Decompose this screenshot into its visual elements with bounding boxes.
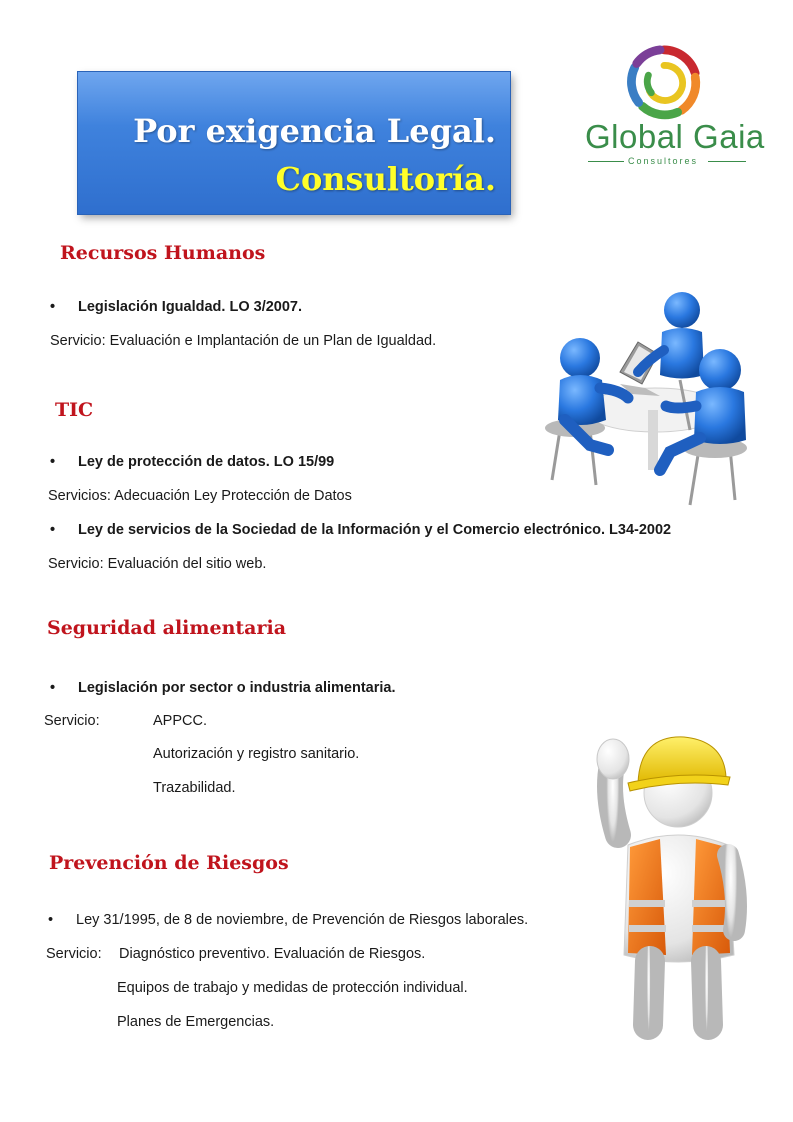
tic-bullet-1 — [50, 454, 335, 470]
food-service-item: Trazabilidad. — [153, 780, 236, 796]
risks-service-label: Servicio: — [46, 946, 102, 962]
risks-service-item: Equipos de trabajo y medidas de protección individual. — [117, 980, 468, 996]
rrhh-bullet-1-text: Legislación Igualdad. LO 3/2007. — [78, 299, 303, 315]
heading-prevencion-riesgos: Prevención de Riesgos — [49, 852, 289, 874]
food-service-item: Autorización y registro sanitario. — [153, 746, 360, 762]
team-meeting-illustration — [520, 280, 770, 520]
title-banner — [78, 72, 510, 214]
banner-title-line2: Consultoría. — [275, 160, 496, 198]
bullet-dot: • — [48, 912, 54, 928]
logo-subtitle-block — [588, 156, 748, 168]
logo-rule-right — [708, 161, 746, 162]
food-bullet-1 — [50, 680, 396, 696]
tic-bullet-2 — [50, 522, 672, 538]
tic-service-2: Servicio: Evaluación del sitio web. — [48, 556, 267, 572]
food-bullet-1-text: Legislación por sector o industria alimentaria. — [78, 680, 396, 696]
bullet-dot: • — [50, 680, 56, 696]
tic-bullet-2-text: Ley de servicios de la Sociedad de la Información y el Comercio electrónico. L34-2002 — [78, 522, 672, 538]
bullet-dot: • — [50, 522, 56, 538]
logo-ring-icon — [625, 44, 703, 122]
heading-tic: TIC — [55, 399, 94, 421]
risks-bullet-1 — [48, 912, 529, 928]
safety-worker-illustration — [588, 725, 753, 1045]
heading-recursos-humanos: Recursos Humanos — [60, 242, 266, 264]
tic-bullet-1-text: Ley de protección de datos. LO 15/99 — [78, 454, 335, 470]
risks-bullet-1-text: Ley 31/1995, de 8 de noviembre, de Prevención de Riesgos laborales. — [76, 912, 529, 928]
banner-title-line1: Por exigencia Legal. — [133, 112, 496, 150]
food-service-label: Servicio: — [44, 713, 100, 729]
tic-service-1: Servicios: Adecuación Ley Protección de Datos — [48, 488, 352, 504]
risks-service-item: Diagnóstico preventivo. Evaluación de Riesgos. — [119, 946, 426, 962]
rrhh-bullet-1 — [50, 299, 303, 315]
heading-seguridad-alimentaria: Seguridad alimentaria — [47, 617, 287, 639]
bullet-dot: • — [50, 454, 56, 470]
food-service-item: APPCC. — [153, 713, 207, 729]
rrhh-service-1: Servicio: Evaluación e Implantación de un Plan de Igualdad. — [50, 333, 437, 349]
bullet-dot: • — [50, 299, 56, 315]
logo-name: Global Gaia — [585, 118, 765, 155]
logo-subtitle: Consultores — [628, 156, 699, 166]
logo-rule-left — [588, 161, 624, 162]
risks-service-item: Planes de Emergencias. — [117, 1014, 275, 1030]
